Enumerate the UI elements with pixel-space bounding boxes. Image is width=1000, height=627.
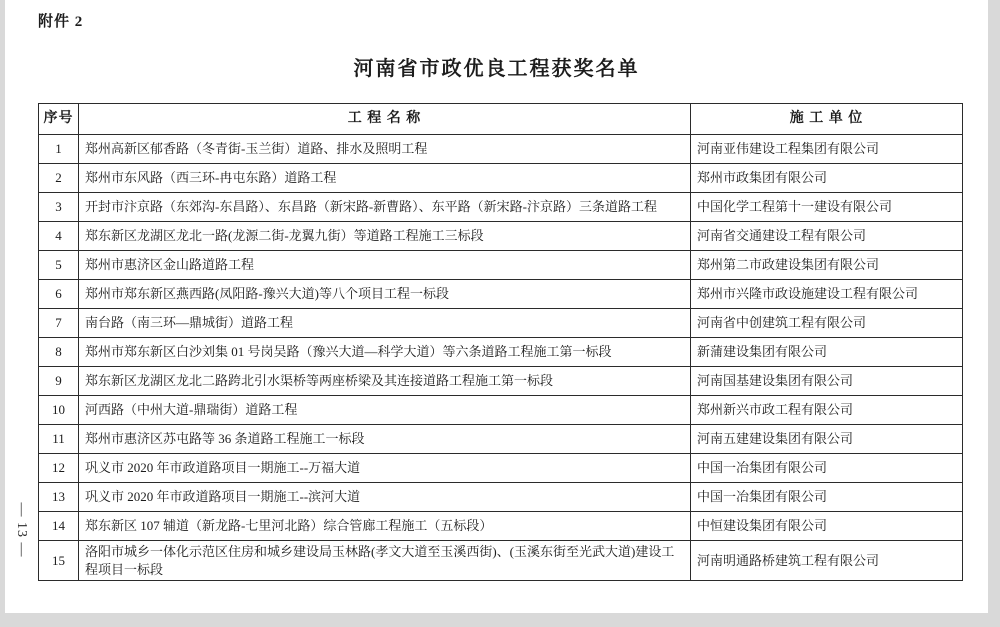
project-name: 郑州市郑东新区燕西路(凤阳路-豫兴大道)等八个项目工程一标段 xyxy=(79,280,691,309)
contractor-name: 河南省交通建设工程有限公司 xyxy=(691,222,963,251)
table-row xyxy=(39,164,963,193)
project-name: 河西路（中州大道-鼎瑞街）道路工程 xyxy=(79,396,691,425)
contractor-name: 郑州市政集团有限公司 xyxy=(691,164,963,193)
column-header-no: 序号 xyxy=(39,104,79,135)
attachment-label: 附件 2 xyxy=(38,14,84,30)
row-number: 3 xyxy=(39,193,79,222)
document-page xyxy=(5,0,988,613)
table-row xyxy=(39,425,963,454)
table-header-row xyxy=(39,104,963,135)
table-row xyxy=(39,280,963,309)
contractor-name: 郑州第二市政建设集团有限公司 xyxy=(691,251,963,280)
project-name: 郑州市郑东新区白沙刘集 01 号岗吴路（豫兴大道—科学大道）等六条道路工程施工第一标段 xyxy=(79,338,691,367)
contractor-name: 郑州市兴隆市政设施建设工程有限公司 xyxy=(691,280,963,309)
project-name: 郑东新区龙湖区龙北二路跨北引水渠桥等两座桥梁及其连接道路工程施工第一标段 xyxy=(79,367,691,396)
contractor-name: 中国一冶集团有限公司 xyxy=(691,454,963,483)
project-name: 郑东新区 107 辅道（新龙路-七里河北路）综合管廊工程施工（五标段） xyxy=(79,512,691,541)
project-name: 郑州市东风路（西三环-冉屯东路）道路工程 xyxy=(79,164,691,193)
row-number: 11 xyxy=(39,425,79,454)
project-name: 南台路（南三环—鼎城街）道路工程 xyxy=(79,309,691,338)
row-number: 13 xyxy=(39,483,79,512)
row-number: 2 xyxy=(39,164,79,193)
project-name: 郑州市惠济区金山路道路工程 xyxy=(79,251,691,280)
table-row xyxy=(39,541,963,581)
page-number: — 13 — xyxy=(14,502,29,558)
project-name: 郑州市惠济区苏屯路等 36 条道路工程施工一标段 xyxy=(79,425,691,454)
contractor-name: 新蒲建设集团有限公司 xyxy=(691,338,963,367)
table-row xyxy=(39,135,963,164)
contractor-name: 中国化学工程第十一建设有限公司 xyxy=(691,193,963,222)
table-row xyxy=(39,193,963,222)
row-number: 12 xyxy=(39,454,79,483)
row-number: 9 xyxy=(39,367,79,396)
row-number: 7 xyxy=(39,309,79,338)
contractor-name: 河南亚伟建设工程集团有限公司 xyxy=(691,135,963,164)
contractor-name: 郑州新兴市政工程有限公司 xyxy=(691,396,963,425)
table-row xyxy=(39,309,963,338)
project-name: 郑东新区龙湖区龙北一路(龙源二街-龙翼九街）等道路工程施工三标段 xyxy=(79,222,691,251)
table-row xyxy=(39,222,963,251)
contractor-name: 中国一冶集团有限公司 xyxy=(691,483,963,512)
row-number: 6 xyxy=(39,280,79,309)
project-name: 洛阳市城乡一体化示范区住房和城乡建设局玉林路(孝文大道至玉溪西街)、(玉溪东街至光武大道)建设工程项目一标段 xyxy=(79,541,691,581)
project-name: 开封市汴京路（东郊沟-东昌路）、东昌路（新宋路-新曹路）、东平路（新宋路-汴京路）三条道路工程 xyxy=(79,193,691,222)
table-row xyxy=(39,367,963,396)
project-name: 巩义市 2020 年市政道路项目一期施工--滨河大道 xyxy=(79,483,691,512)
table-row xyxy=(39,251,963,280)
project-name: 巩义市 2020 年市政道路项目一期施工--万福大道 xyxy=(79,454,691,483)
contractor-name: 河南明通路桥建筑工程有限公司 xyxy=(691,541,963,581)
row-number: 10 xyxy=(39,396,79,425)
table-row xyxy=(39,396,963,425)
contractor-name: 河南国基建设集团有限公司 xyxy=(691,367,963,396)
contractor-name: 中恒建设集团有限公司 xyxy=(691,512,963,541)
table-row xyxy=(39,512,963,541)
project-name: 郑州高新区郁香路（冬青街-玉兰街）道路、排水及照明工程 xyxy=(79,135,691,164)
column-header-project: 工 程 名 称 xyxy=(79,104,691,135)
row-number: 14 xyxy=(39,512,79,541)
table-row xyxy=(39,454,963,483)
table-row xyxy=(39,338,963,367)
row-number: 4 xyxy=(39,222,79,251)
row-number: 1 xyxy=(39,135,79,164)
row-number: 8 xyxy=(39,338,79,367)
contractor-name: 河南省中创建筑工程有限公司 xyxy=(691,309,963,338)
column-header-contractor: 施 工 单 位 xyxy=(691,104,963,135)
table-body xyxy=(39,135,963,581)
row-number: 5 xyxy=(39,251,79,280)
page-title: 河南省市政优良工程获奖名单 xyxy=(353,58,640,80)
award-table xyxy=(38,103,963,581)
row-number: 15 xyxy=(39,541,79,581)
contractor-name: 河南五建建设集团有限公司 xyxy=(691,425,963,454)
table-row xyxy=(39,483,963,512)
